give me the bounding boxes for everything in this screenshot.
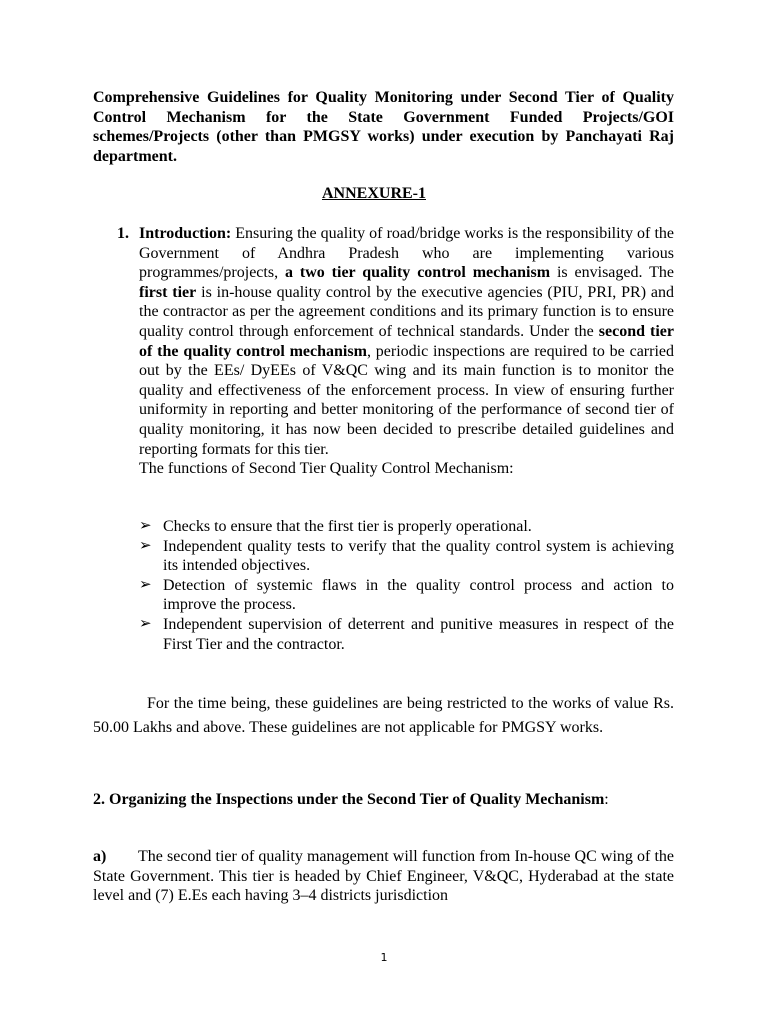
functions-intro: The functions of Second Tier Quality Control Mechanism: — [139, 460, 514, 478]
document-title: Comprehensive Guidelines for Quality Monitoring under Second Tier of Quality Control Mechanism for the State Government Funded Projects/GOI schemes/Projects (other than PMGSY works) under execution by Panchayati Raj department. — [93, 89, 674, 165]
intro-bold-first-tier: first tier — [139, 283, 197, 301]
section-1-number: 1. — [117, 225, 129, 242]
functions-list — [139, 517, 674, 654]
section-2-title: 2. Organizing the Inspections under the Second Tier of Quality Mechanism — [93, 791, 605, 808]
paragraph-a-label: a) — [93, 848, 107, 865]
paragraph-a-text: The second tier of quality management will function from In-house QC wing of the State Government. This tier is headed by Chief Engineer, V&QC, Hyderabad at the state level and (7) E.Es each having 3–4 districts jurisdiction — [93, 848, 674, 905]
list-item — [139, 537, 674, 576]
introduction-heading: Introduction: — [139, 225, 232, 242]
introduction-paragraph — [139, 224, 674, 479]
list-item-text: Independent quality tests to verify that the quality control system is achieving its intended objectives. — [163, 537, 674, 575]
section-2-heading — [93, 790, 674, 810]
arrow-bullet-icon: ➢ — [139, 518, 152, 534]
intro-text-2: is envisaged. The — [550, 264, 675, 282]
arrow-bullet-icon: ➢ — [139, 576, 152, 593]
intro-bold-second-tier: second tier of the quality control mechanism — [139, 322, 675, 360]
list-item-text: Detection of systemic flaws in the quality control process and action to improve the process. — [163, 576, 674, 614]
annexure-heading — [0, 184, 768, 204]
section-2-colon: : — [604, 791, 609, 808]
list-item — [139, 576, 674, 615]
intro-text-3: is in-house quality control by the executive agencies (PIU, PRI, PR) and the contractor as per the agreement conditions and its primary function is to ensure quality control through enforcement of technical standards. Under the — [139, 283, 674, 340]
list-item-text: Independent supervision of deterrent and punitive measures in respect of the First Tier and the contractor. — [163, 615, 674, 653]
intro-bold-two-tier: a two tier quality control mechanism — [284, 264, 551, 282]
threshold-paragraph: For the time being, these guidelines are being restricted to the works of value Rs. 50.00 Lakhs and above. These guidelines are not applicable for PMGSY works. — [93, 695, 674, 736]
annexure-label: ANNEXURE-1 — [322, 185, 426, 202]
list-item — [139, 517, 674, 537]
list-item — [139, 615, 674, 654]
page-number: 1 — [380, 951, 388, 964]
paragraph-a — [93, 847, 674, 906]
arrow-bullet-icon: ➢ — [139, 615, 152, 632]
list-item-text: Checks to ensure that the first tier is properly operational. — [163, 518, 532, 535]
intro-text-4: , periodic inspections are required to be carried out by the EEs/ DyEEs of V&QC wing and its main function is to monitor the quality and effectiveness of the enforcement process. In view of ensuring further uniformity in reporting and better monitoring of the performance of second tier of quality monitoring, it has now been decided to prescribe detailed guidelines and reporting formats for this tier. — [139, 342, 674, 458]
intro-text-1: Ensuring the quality of road/bridge works is the responsibility of the Government of Andhra Pradesh who are implementing various programmes/projects, — [139, 225, 674, 282]
arrow-bullet-icon: ➢ — [139, 537, 152, 554]
